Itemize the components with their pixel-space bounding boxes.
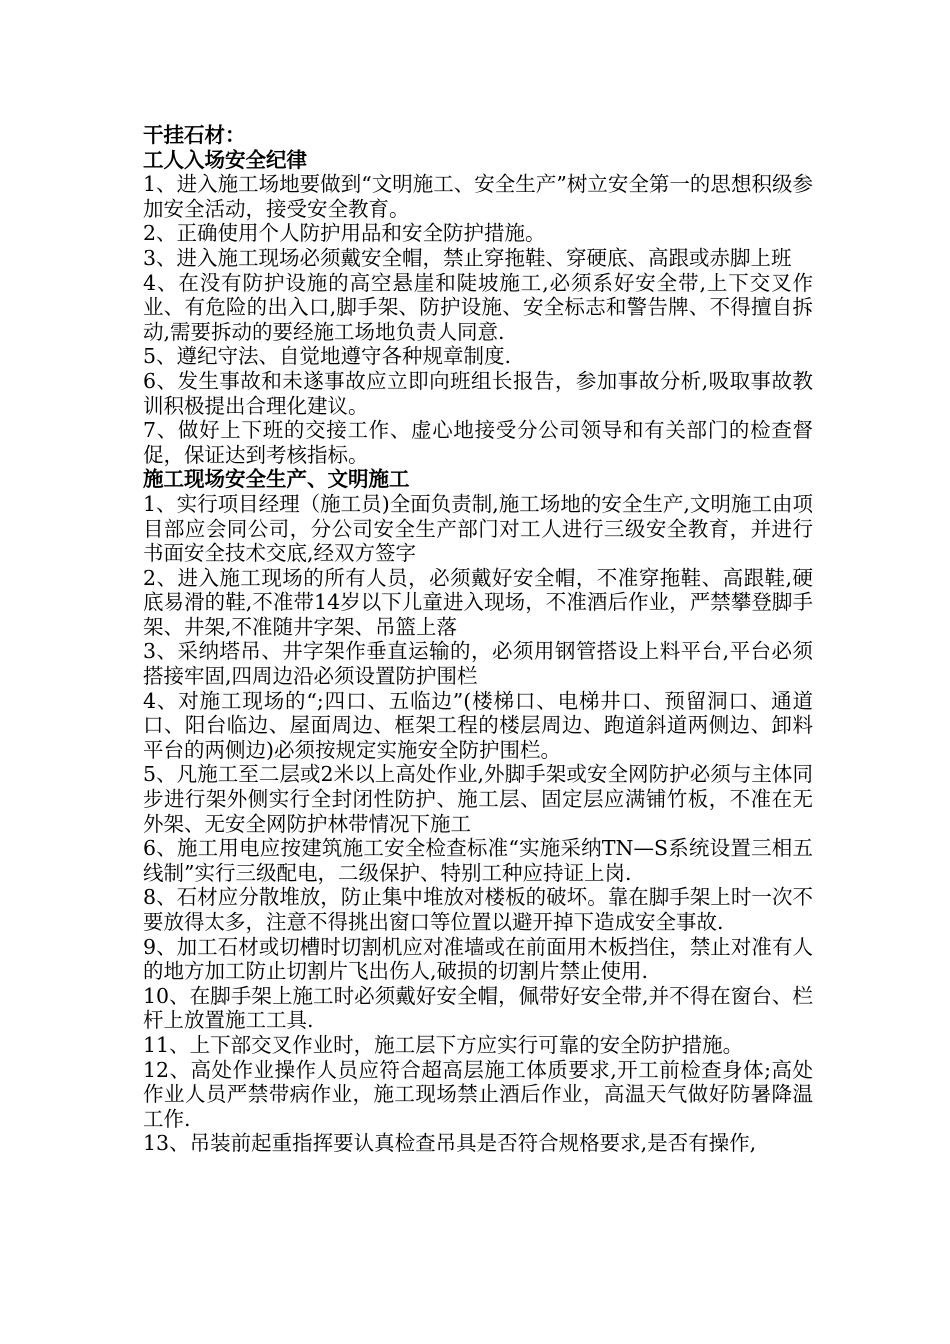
section-heading-worker-discipline: 工人入场安全纪律 [143,147,307,172]
section2-item-10: 10、在脚手架上施工时必须戴好安全帽，佩带好安全带,并不得在窗台、栏杆上放置施工工具. [143,983,813,1033]
section1-item-3: 3、进入施工现场必须戴安全帽，禁止穿拖鞋、穿硬底、高跟或赤脚上班 [143,245,792,270]
section1-item-6: 6、发生事故和未遂事故应立即向班组长报告，参加事故分析,吸取事故教训积极提出合理化建议。 [143,368,813,418]
section2-item-1: 1、实行项目经理（施工员)全面负责制,施工场地的安全生产,文明施工由项目部应会同公司，分公司安全生产部门对工人进行三级安全教育，并进行书面安全技术交底,经双方签字 [143,491,813,566]
section2-item-13: 13、吊装前起重指挥要认真检查吊具是否符合规格要求,是否有操作, [143,1131,757,1156]
section-heading-site-safety: 施工现场安全生产、文明施工 [143,467,410,492]
section1-item-2: 2、正确使用个人防护用品和安全防护措施。 [143,221,546,246]
section1-item-4: 4、在没有防护设施的高空悬崖和陡坡施工,必须系好安全带,上下交叉作业、有危险的出入口,脚手架、防护设施、安全标志和警告牌、不得擅自拆动,需要拆动的要经施工场地负责人同意. [143,270,813,344]
section2-item-4: 4、对施工现场的“;四口、五临边”(楼梯口、电梯井口、预留洞口、通道口、阳台临边、屋面周边、框架工程的楼层周边、跑道斜道两侧边、卸料平台的两侧边)必须按规定实施安全防护围栏。 [143,688,813,762]
section1-item-5: 5、遵纪守法、自觉地遵守各种规章制度. [143,344,512,369]
section2-item-5: 5、凡施工至二层或2米以上高处作业,外脚手架或安全网防护必须与主体同步进行架外侧实行全封闭性防护、施工层、固定层应满铺竹板，不准在无外架、无安全网防护林带情况下施工 [143,762,813,836]
section1-item-1: 1、进入施工场地要做到“文明施工、安全生产”树立安全第一的思想积级参加安全活动，接受安全教育。 [143,172,813,221]
document-title: 干挂石材： [143,123,246,147]
document-page [143,123,813,1156]
section2-item-6: 6、施工用电应按建筑施工安全检查标准“实施采纳TN—S系统设置三相五线制”实行三级配电，二级保护、特别工种应持证上岗. [143,836,813,885]
section2-item-3: 3、采纳塔吊、井字架作垂直运输的，必须用钢管搭设上料平台,平台必须搭接牢固,四周边沿必须设置防护围栏 [143,639,813,689]
section2-item-12: 12、高处作业操作人员应符合超高层施工体质要求,开工前检查身体;高处作业人员严禁带病作业，施工现场禁止酒后作业，高温天气做好防暑降温工作. [143,1057,813,1131]
section2-item-11: 11、上下部交叉作业时，施工层下方应实行可靠的安全防护措施。 [143,1032,744,1057]
section2-item-2: 2、进入施工现场的所有人员，必须戴好安全帽，不准穿拖鞋、高跟鞋,硬底易滑的鞋,不准带14岁以下儿童进入现场，不准酒后作业，严禁攀登脚手架、井架,不准随井字架、吊篮上落 [143,565,813,639]
section2-item-8: 8、石材应分散堆放，防止集中堆放对楼板的破坏。靠在脚手架上时一次不要放得太多，注意不得挑出窗口等位置以避开掉下造成安全事故. [143,885,813,934]
section1-item-7: 7、做好上下班的交接工作、虚心地接受分公司领导和有关部门的检查督促，保证达到考核指标。 [143,418,813,467]
section2-item-9: 9、加工石材或切槽时切割机应对准墙或在前面用木板挡住，禁止对准有人的地方加工防止切割片飞出伤人,破损的切割片禁止使用. [143,934,813,984]
